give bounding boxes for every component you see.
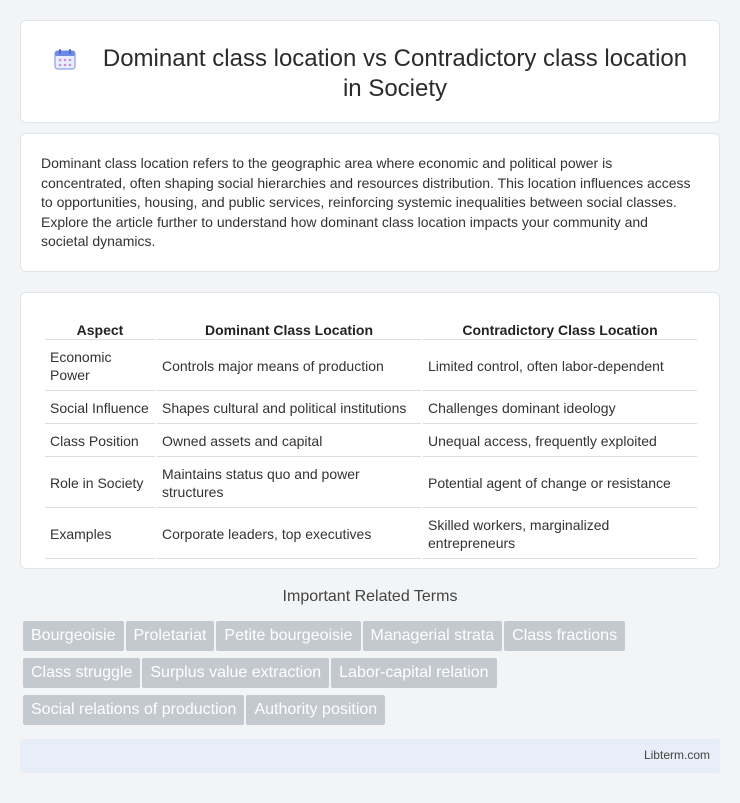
tag-labor-capital-relation[interactable]: Labor-capital relation (331, 658, 496, 688)
table-cell: Economic Power (45, 342, 155, 391)
table-row (45, 342, 697, 391)
header-contradictory: Contradictory Class Location (423, 315, 697, 340)
tag-class-fractions[interactable]: Class fractions (504, 621, 625, 651)
tag-authority-position[interactable]: Authority position (246, 695, 385, 725)
related-terms-heading: Important Related Terms (282, 588, 458, 605)
title-card (20, 20, 720, 123)
intro-card (20, 133, 720, 272)
intro-text: Dominant class location refers to the geographic area where economic and political power is concentrated, often shaping social hierarchies and resources distribution. This location influences access to opportunities, housing, and public services, reinforcing systemic inequalities between social classes. Explore the article further to understand how dominant class location impacts your community and societal dynamics. (41, 155, 691, 250)
tag-petite-bourgeoisie[interactable]: Petite bourgeoisie (216, 621, 360, 651)
header-aspect: Aspect (45, 315, 155, 340)
tag-managerial-strata[interactable]: Managerial strata (363, 621, 503, 651)
table-cell: Role in Society (45, 459, 155, 508)
tag-class-struggle[interactable]: Class struggle (23, 658, 140, 688)
tag-bourgeoisie[interactable]: Bourgeoisie (23, 621, 124, 651)
table-cell: Examples (45, 510, 155, 559)
table-cell: Corporate leaders, top executives (157, 510, 421, 559)
table-cell: Limited control, often labor-dependent (423, 342, 697, 391)
tag-surplus-value-extraction[interactable]: Surplus value extraction (142, 658, 329, 688)
table-cell: Skilled workers, marginalized entrepreneurs (423, 510, 697, 559)
table-cell: Owned assets and capital (157, 426, 421, 457)
tag-proletariat[interactable]: Proletariat (126, 621, 215, 651)
table-header-row (45, 315, 697, 340)
tag-social-relations-of-production[interactable]: Social relations of production (23, 695, 244, 725)
comparison-table (43, 313, 699, 561)
table-cell: Shapes cultural and political institutions (157, 393, 421, 424)
related-terms-list (23, 621, 723, 732)
footer (20, 739, 720, 773)
calendar-icon (53, 47, 77, 71)
table-cell: Class Position (45, 426, 155, 457)
table-row (45, 510, 697, 559)
footer-site-link[interactable]: Libterm.com (643, 748, 710, 762)
table-cell: Social Influence (45, 393, 155, 424)
comparison-table-card (20, 292, 720, 569)
table-row (45, 393, 697, 424)
table-cell: Potential agent of change or resistance (423, 459, 697, 508)
table-row (45, 426, 697, 457)
table-cell: Challenges dominant ideology (423, 393, 697, 424)
table-cell: Unequal access, frequently exploited (423, 426, 697, 457)
table-cell: Maintains status quo and power structures (157, 459, 421, 508)
header-dominant: Dominant Class Location (157, 315, 421, 340)
table-cell: Controls major means of production (157, 342, 421, 391)
page-title: Dominant class location vs Contradictory class location in Society (102, 45, 688, 102)
table-row (45, 459, 697, 508)
